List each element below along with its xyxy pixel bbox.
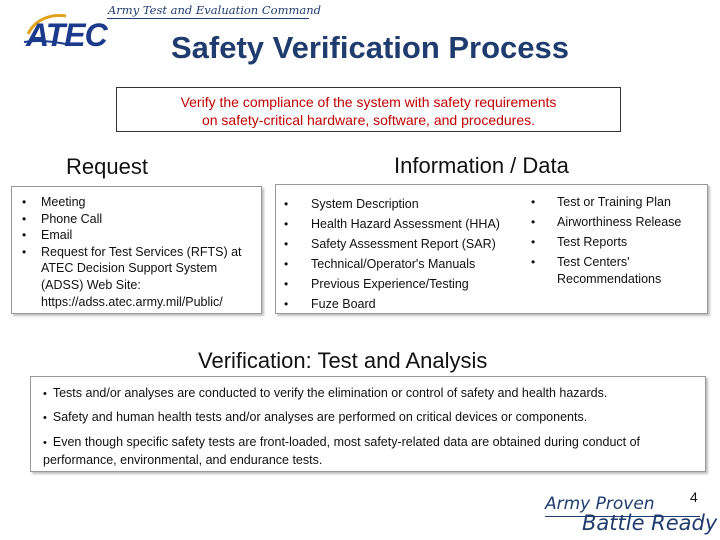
list-item: • Fuze Board [276, 294, 536, 314]
list-item [31, 385, 707, 403]
list-item: • Technical/Operator's Manuals [276, 254, 536, 274]
information-panel [275, 184, 708, 314]
list-item: • Test Centers' Recommendations [526, 254, 709, 288]
compliance-line-2: on safety-critical hardware, software, and procedures. [201, 112, 536, 128]
request-heading: Request [66, 154, 148, 179]
list-item: • System Description [276, 194, 536, 214]
list-item: • Safety Assessment Report (SAR) [276, 234, 536, 254]
request-list [12, 194, 263, 310]
verification-panel [30, 376, 706, 472]
compliance-statement-box [116, 87, 621, 132]
compliance-line-1: Verify the compliance of the system with safety requirements [180, 94, 557, 110]
org-name-rule [107, 18, 309, 19]
information-heading: Information / Data [394, 153, 569, 178]
list-item: • Meeting [12, 194, 263, 211]
verification-item-text: Safety and human health tests and/or analyses are performed on critical devices or components. [52, 410, 588, 424]
verification-item-text: Tests and/or analyses are conducted to verify the elimination or control of safety and health hazards. [52, 386, 608, 400]
slogan-army-proven: Army Proven [545, 494, 655, 514]
list-item: • Airworthiness Release [526, 214, 709, 231]
verification-heading: Verification: Test and Analysis [198, 348, 488, 373]
bullet-icon: • [43, 388, 47, 400]
page-title: Safety Verification Process [170, 30, 570, 65]
list-item: • Test Reports [526, 234, 709, 251]
slogan-battle-ready: Battle Ready [582, 511, 718, 535]
logo-text: ATEC [26, 17, 107, 52]
information-list-left [276, 194, 536, 314]
request-panel [11, 186, 262, 314]
information-list-right [526, 194, 709, 291]
page-number: 4 [690, 489, 698, 505]
bullet-icon: • [43, 437, 47, 449]
list-item: • Previous Experience/Testing [276, 274, 536, 294]
list-item: • Health Hazard Assessment (HHA) [276, 214, 536, 234]
list-item [31, 409, 707, 427]
list-item: • Test or Training Plan [526, 194, 709, 211]
list-item: • Phone Call [12, 211, 263, 228]
list-item: • Request for Test Services (RFTS) at ATEC Decision Support System (ADSS) Web Site: https://adss.atec.army.mil/Public/ [12, 244, 263, 310]
bullet-icon: • [43, 412, 47, 424]
atec-logo [22, 8, 122, 52]
verification-item-text: Even though specific safety tests are front-loaded, most safety-related data are obtained during conduct of performance, environmental, and endurance tests. [43, 435, 641, 467]
list-item [31, 434, 707, 469]
org-name: Army Test and Evaluation Command [108, 3, 322, 17]
list-item: • Email [12, 227, 263, 244]
